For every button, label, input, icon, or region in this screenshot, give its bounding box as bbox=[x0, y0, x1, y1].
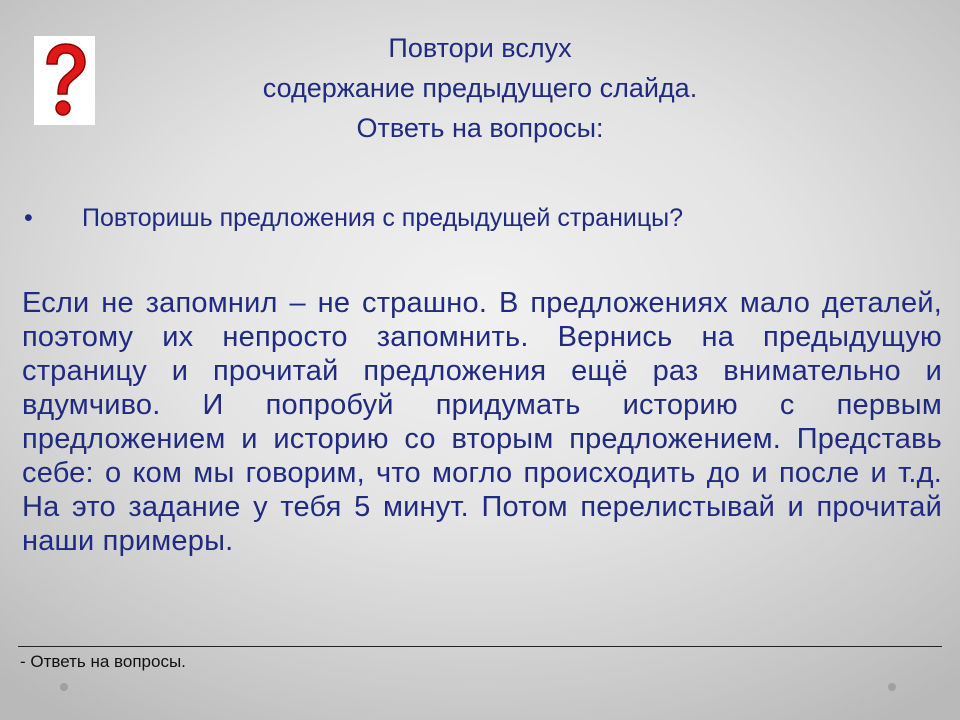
divider bbox=[18, 646, 942, 647]
nav-dot-left-icon bbox=[60, 683, 68, 691]
title-line-1: Повтори вслух bbox=[388, 33, 572, 63]
body-paragraph: Если не запомнил – не страшно. В предложениях мало деталей, поэтому их непросто запомнить. Вернись на предыдущую страницу и прочитай предложения ещё раз внимательно и вдумчиво. И попробуй придумать историю с первым предложением и историю со вторым предложением. Представь себе: о ком мы говорим, что могло происходить до и после и т.д. На это задание у тебя 5 минут. Потом перелистывай и прочитай наши примеры. bbox=[22, 287, 942, 557]
title-line-2: содержание предыдущего слайда. bbox=[262, 73, 698, 103]
nav-dot-right-icon bbox=[888, 683, 896, 691]
slide-title bbox=[160, 28, 800, 148]
bullet-dot-icon: • bbox=[24, 204, 33, 232]
footer-note: - Ответь на вопросы. bbox=[20, 652, 186, 671]
title-line-3: Ответь на вопросы: bbox=[356, 113, 604, 143]
bullet-item bbox=[24, 200, 944, 236]
question-mark-icon bbox=[34, 36, 95, 125]
bullet-text: Повторишь предложения с предыдущей страницы? bbox=[82, 204, 684, 232]
